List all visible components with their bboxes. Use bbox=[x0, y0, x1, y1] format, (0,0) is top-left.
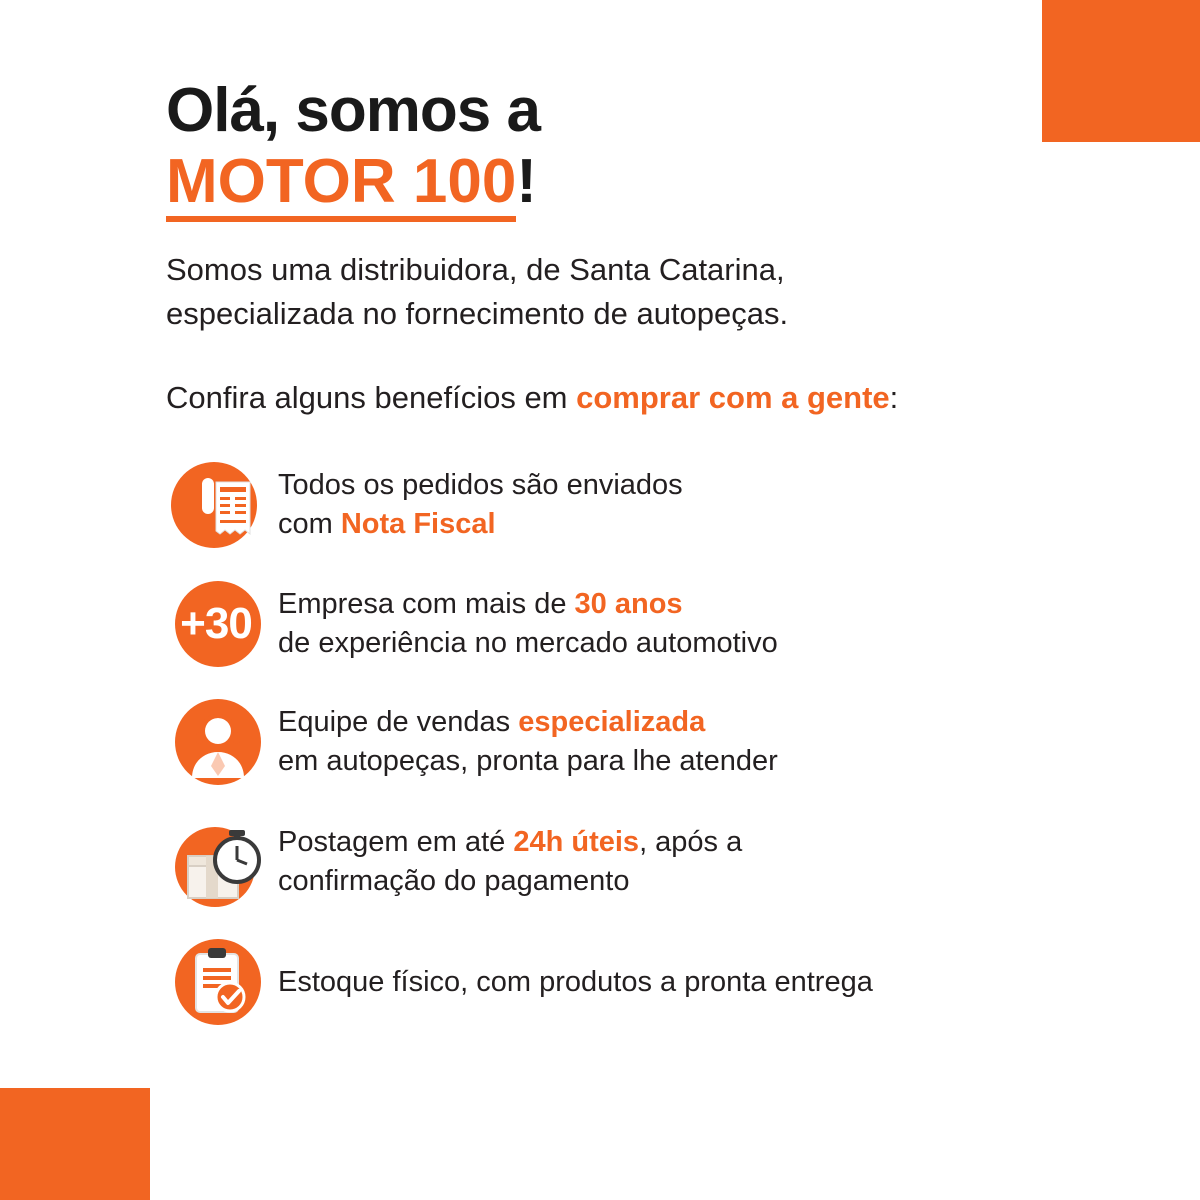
benefit-line1-accent: 24h úteis bbox=[513, 826, 640, 859]
benefit-icon-wrap bbox=[166, 696, 270, 788]
intro-line-1: Somos uma distribuidora, de Santa Catarina, bbox=[166, 252, 785, 288]
benefit-line1-accent: especializada bbox=[518, 706, 706, 739]
benefit-text bbox=[270, 963, 873, 1002]
list-item bbox=[166, 694, 1066, 790]
benefit-text bbox=[270, 823, 742, 901]
content-area bbox=[166, 78, 1066, 1052]
benefits-header-accent: comprar com a gente bbox=[576, 380, 890, 416]
clipboard-check-icon bbox=[170, 934, 266, 1030]
badge-circle bbox=[175, 581, 261, 667]
list-item bbox=[166, 456, 1066, 554]
benefit-icon-wrap bbox=[166, 812, 270, 912]
benefits-header-suffix: : bbox=[889, 380, 899, 416]
benefit-icon-wrap bbox=[166, 581, 270, 667]
benefit-text bbox=[270, 703, 778, 781]
benefit-icon-wrap bbox=[166, 456, 270, 554]
benefit-line1-suffix: , após a bbox=[639, 826, 743, 859]
badge-label: +30 bbox=[180, 599, 252, 649]
benefit-text-line-2: de experiência no mercado automotivo bbox=[278, 627, 778, 660]
benefits-header-prefix: Confira alguns benefícios em bbox=[166, 380, 577, 416]
benefit-line2-accent: Nota Fiscal bbox=[340, 508, 496, 541]
list-item bbox=[166, 812, 1066, 912]
benefits-list bbox=[166, 456, 1066, 1030]
benefit-text-line-2: em autopeças, pronta para lhe atender bbox=[278, 745, 778, 778]
intro-paragraph bbox=[166, 248, 1026, 336]
intro-line-2: especializada no fornecimento de autopeças. bbox=[166, 296, 789, 332]
benefit-text-line-1: Todos os pedidos são enviados bbox=[278, 469, 683, 502]
page-title-brand-line bbox=[166, 149, 1066, 222]
benefit-line1-accent: 30 anos bbox=[574, 588, 683, 621]
decorative-corner-bottom-left bbox=[0, 1088, 150, 1200]
benefit-text-line-1 bbox=[278, 585, 778, 624]
receipt-icon bbox=[169, 456, 267, 554]
brand-exclamation: ! bbox=[516, 147, 537, 217]
benefit-line1-prefix: Postagem em até bbox=[278, 826, 514, 859]
benefit-line2-prefix: com bbox=[278, 508, 341, 541]
benefit-text bbox=[270, 466, 683, 544]
benefit-text-line-1 bbox=[278, 823, 742, 862]
page-title-greeting: Olá, somos a bbox=[166, 76, 540, 145]
benefit-text-line-1 bbox=[278, 703, 778, 742]
benefit-text-line-2 bbox=[278, 505, 683, 544]
benefit-icon-wrap bbox=[166, 934, 270, 1030]
plus-thirty-badge-icon bbox=[175, 581, 261, 667]
benefit-text-line-1: Estoque físico, com produtos a pronta entrega bbox=[278, 965, 873, 998]
brand-name: MOTOR 100 bbox=[166, 149, 516, 222]
benefit-line1-prefix: Empresa com mais de bbox=[278, 588, 575, 621]
benefit-text bbox=[270, 585, 778, 663]
benefit-text-line-2: confirmação do pagamento bbox=[278, 865, 630, 898]
box-stopwatch-icon bbox=[168, 812, 268, 912]
benefit-line1-prefix: Equipe de vendas bbox=[278, 706, 519, 739]
list-item bbox=[166, 576, 1066, 672]
benefits-header bbox=[166, 380, 1066, 416]
support-agent-icon bbox=[172, 696, 264, 788]
list-item bbox=[166, 934, 1066, 1030]
